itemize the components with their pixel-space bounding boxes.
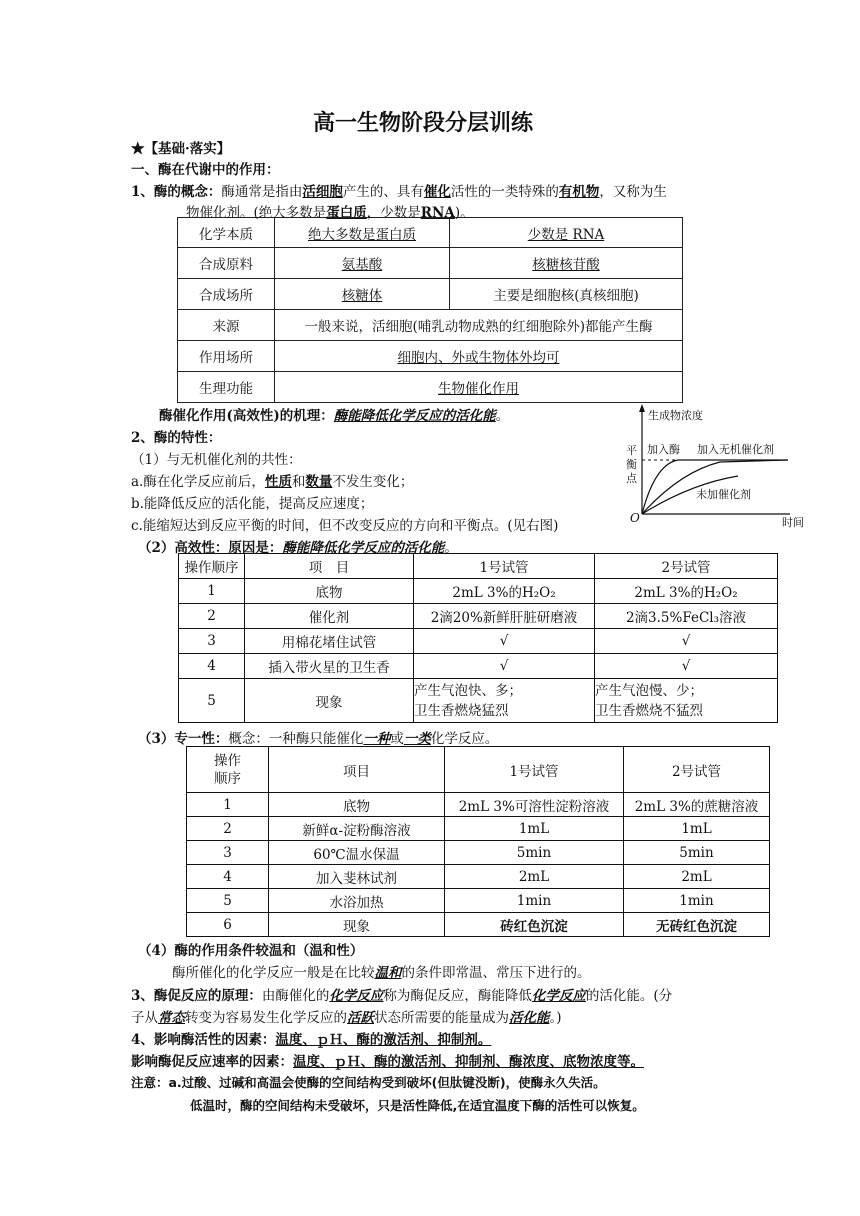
y-axis-label: 生成物浓度	[648, 409, 703, 422]
enzyme-concept-line2: 物催化剂。(绝大多数是蛋白质，少数是RNA)。	[186, 205, 474, 221]
page-title: 高一生物阶段分层训练	[313, 111, 534, 136]
equilibrium-label-3: 点	[626, 472, 637, 485]
reaction-graph	[620, 402, 820, 532]
specificity-line: （3）专一性：概念：一种酶只能催化一种或一类化学反应。	[138, 731, 499, 747]
principle-line1: 3、酶促反应的原理：由酶催化的化学反应称为酶促反应，酶能降低化学反应的活化能。(分	[131, 988, 673, 1004]
equilibrium-label-2: 衡	[626, 458, 637, 471]
table-row: 4 加入斐林试剂 2mL 2mL	[187, 865, 770, 889]
mechanism-line: 酶催化作用(高效性)的机理：酶能降低化学反应的活化能。	[159, 408, 510, 424]
heading-enzyme-role: 一、酶在代谢中的作用：	[131, 162, 280, 178]
rate-factors: 影响酶促反应速率的因素：温度、ｐＨ、酶的激活剂、抑制剂、酶浓度、底物浓度等。	[131, 1054, 644, 1070]
table-row: 3 60℃温水保温 5min 5min	[187, 841, 770, 865]
curve-enzyme	[642, 460, 788, 514]
legend-enzyme: 加入酶	[647, 443, 680, 456]
table-row: 1 底物 2mL 3%的H₂O₂ 2mL 3%的H₂O₂	[179, 579, 778, 604]
efficiency-line: （2）高效性：原因是：酶能降低化学反应的活化能。	[138, 540, 458, 556]
table-row: 作用场所 细胞内、外或生物体外均可	[178, 341, 683, 372]
mildness-heading: （4）酶的作用条件较温和（温和性）	[138, 943, 364, 959]
table-row: 操作顺序 项 目 1号试管 2号试管	[179, 554, 778, 579]
legend-inorganic: 加入无机催化剂	[697, 443, 774, 456]
table-row: 操作 顺序 项目 1号试管 2号试管	[187, 747, 770, 793]
specificity-table	[186, 746, 770, 937]
common-heading: （1）与无机催化剂的共性：	[131, 452, 302, 468]
y-axis-arrow	[639, 404, 645, 412]
equilibrium-label-1: 平	[626, 444, 637, 457]
principle-line2: 子从常态转变为容易发生化学反应的活跃状态所需要的能量成为活化能。)	[131, 1010, 562, 1026]
table-row: 3 用棉花堵住试管 √ √	[179, 629, 778, 654]
table-row: 化学本质 绝大多数是蛋白质 少数是 RNA	[178, 218, 683, 248]
note-line1: 注意：a.过酸、过碱和高温会使酶的空间结构受到破坏(但肽键没断)，使酶永久失活。	[131, 1075, 606, 1090]
common-a: a.酶在化学反应前后，性质和数量不发生变化；	[131, 474, 414, 490]
efficiency-table	[178, 553, 778, 723]
common-c: c.能缩短达到反应平衡的时间，但不改变反应的方向和平衡点。(见右图)	[131, 518, 559, 534]
heading-enzyme-properties: 2、酶的特性：	[131, 430, 222, 446]
mildness-text: 酶所催化的化学反应一般是在比较温和的条件即常温、常压下进行的。	[172, 965, 591, 981]
table-row: 2 催化剂 2滴20%新鲜肝脏研磨液 2滴3.5%FeCl₃溶液	[179, 604, 778, 629]
activity-factors: 4、影响酶活性的因素：温度、ｐＨ、酶的激活剂、抑制剂。	[131, 1032, 492, 1048]
enzyme-concept-line1: 1、酶的概念：酶通常是指由活细胞产生的、具有催化活性的一类特殊的有机物，又称为生	[131, 184, 667, 200]
x-axis-label: 时间	[782, 516, 804, 529]
table-row: 1 底物 2mL 3%可溶性淀粉溶液 2mL 3%的蔗糖溶液	[187, 793, 770, 817]
section-heading: ★【基础·落实】	[131, 141, 231, 157]
table-row: 4 插入带火星的卫生香 √ √	[179, 654, 778, 679]
table-row: 合成原料 氨基酸 核糖核苷酸	[178, 248, 683, 279]
origin-label: O	[630, 511, 640, 525]
table-row: 2 新鲜α-淀粉酶溶液 1mL 1mL	[187, 817, 770, 841]
table-row: 合成场所 核糖体 主要是细胞核(真核细胞)	[178, 279, 683, 310]
table-row: 6 现象 砖红色沉淀 无砖红色沉淀	[187, 913, 770, 937]
enzyme-nature-table	[177, 217, 683, 403]
table-row: 生理功能 生物催化作用	[178, 372, 683, 403]
legend-no-catalyst: 未加催化剂	[696, 488, 751, 501]
table-row: 5 水浴加热 1min 1min	[187, 889, 770, 913]
table-row: 来源 一般来说，活细胞(哺乳动物成熟的红细胞除外)都能产生酶	[178, 310, 683, 341]
common-b: b.能降低反应的活化能，提高反应速度；	[131, 496, 374, 512]
note-line2: 低温时，酶的空间结构未受破坏，只是活性降低,在适宜温度下酶的活性可以恢复。	[190, 1098, 645, 1113]
table-row: 5 现象 产生气泡快、多； 卫生香燃烧猛烈 产生气泡慢、少； 卫生香燃烧不猛烈	[179, 679, 778, 723]
